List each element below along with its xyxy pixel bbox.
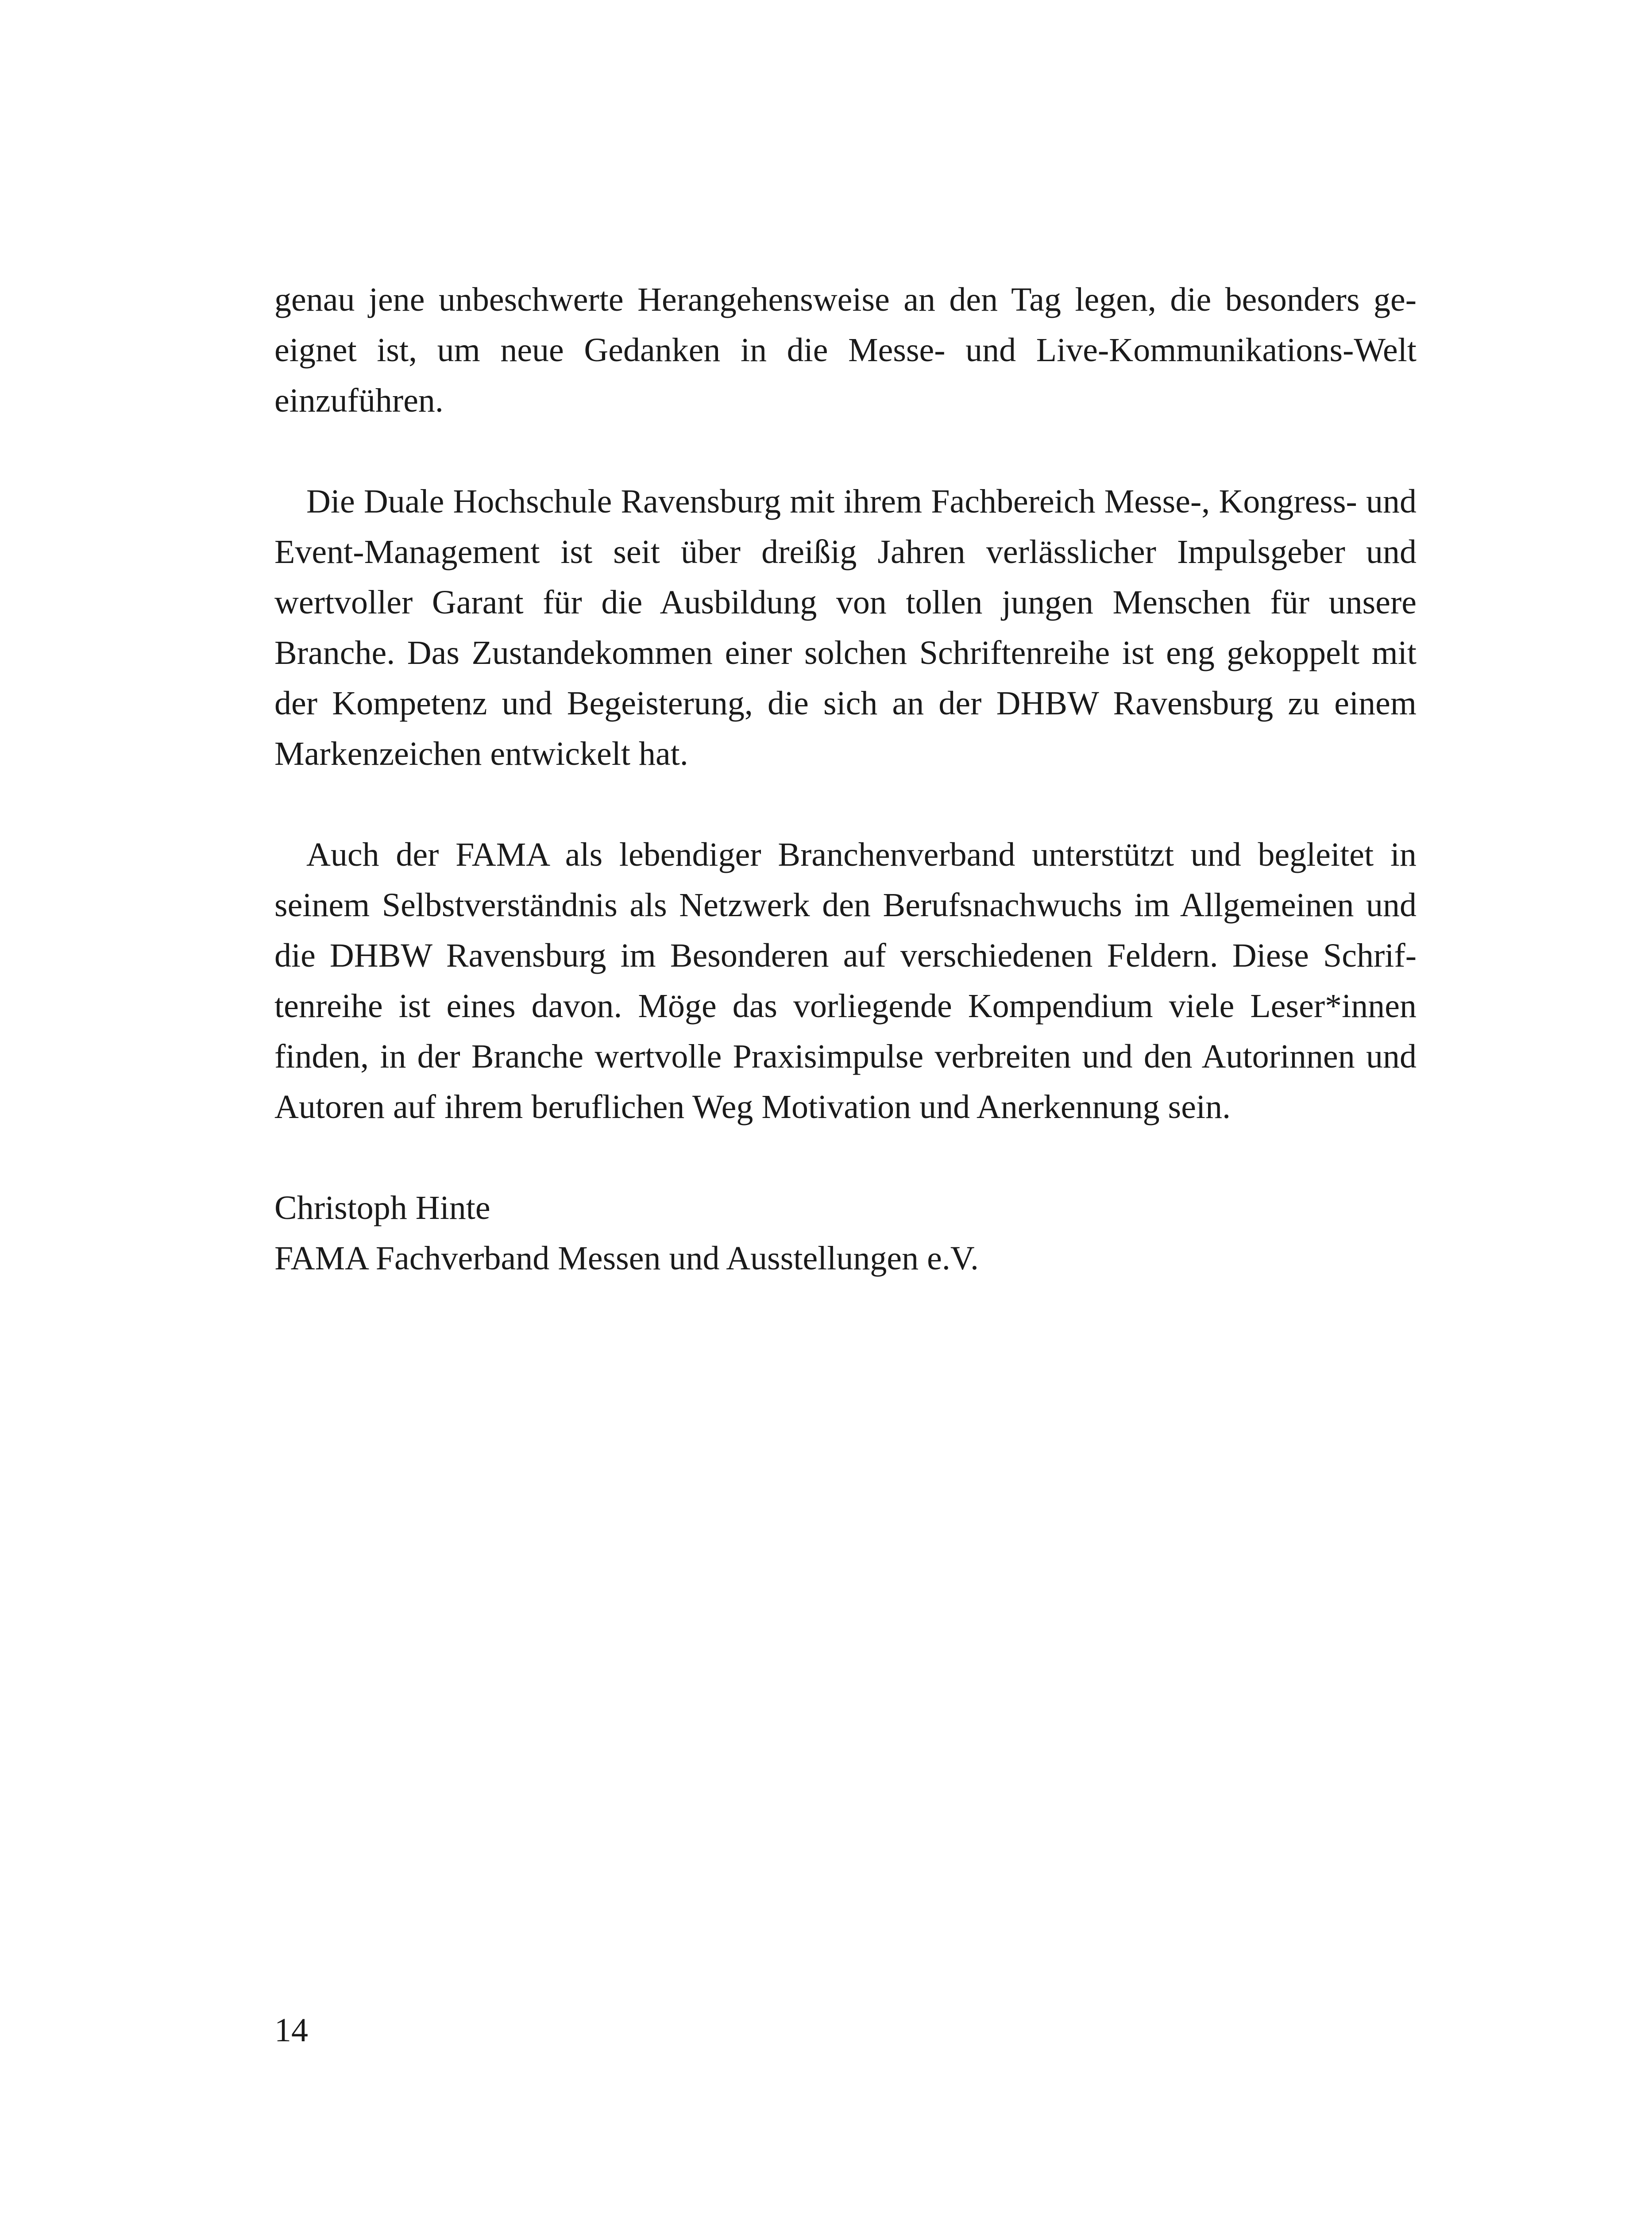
paragraph-dhbw: Die Duale Hochschule Ravensburg mit ihrem Fachbereich Messe-, Kongress- und Event-Management ist seit über dreißig Jahren verlässlicher Impulsgeber und wertvoller Garant für die Ausbildung von tollen jungen Menschen für unsere Branche. Das Zustandekommen einer solchen Schriftenreihe ist eng gekoppelt mit der Kompetenz und Begeisterung, die sich an der DHBW Ravensburg zu einem Markenzeichen entwickelt hat. (274, 483, 1417, 772)
body-text (274, 274, 1417, 1284)
page-number: 14 (274, 2012, 308, 2049)
signature-block (274, 1183, 1417, 1284)
signature-name: Christoph Hinte (274, 1189, 490, 1226)
signature-organization: FAMA Fachverband Messen und Ausstellungen e.V. (274, 1240, 979, 1277)
paragraph-fama: Auch der FAMA als lebendiger Branchenverband unterstützt und begleitet in seinem Selbstverständnis als Netzwerk den Berufsnachwuchs im Allgemeinen und die DHBW Ravensburg im Besonderen auf verschiedenen Feldern. Diese Schriftenreihe ist eines davon. Möge das vorliegende Kompendium viele Leser*innen finden, in der Branche wertvolle Praxisimpulse verbreiten und den Autorinnen und Autoren auf ihrem beruflichen Weg Motivation und Anerkennung sein. (274, 836, 1417, 1126)
paragraph-continuation: genau jene unbeschwerte Herangehensweise an den Tag legen, die besonders geeignet ist, um neue Gedanken in die Messe- und Live-Kommunikations-Welt einzuführen. (274, 281, 1417, 419)
